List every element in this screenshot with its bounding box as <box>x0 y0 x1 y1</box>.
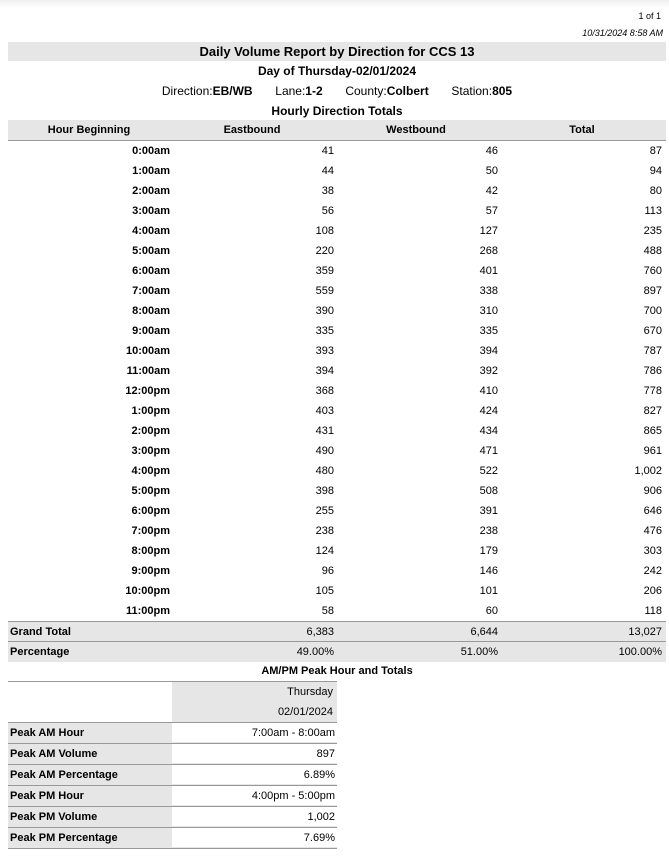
report-timestamp: 10/31/2024 8:58 AM <box>582 28 663 38</box>
total-cell: 670 <box>643 325 662 337</box>
total-cell: 488 <box>643 245 662 257</box>
hour-cell: 9:00pm <box>131 565 170 577</box>
eastbound-cell: 403 <box>315 405 334 417</box>
peak-row-label: Peak AM Hour <box>10 727 85 739</box>
eastbound-cell: 359 <box>315 265 334 277</box>
westbound-cell: 42 <box>485 185 498 197</box>
total-cell: 897 <box>643 285 662 297</box>
table-row <box>8 521 666 541</box>
hour-cell: 3:00am <box>132 205 170 217</box>
hour-cell: 7:00pm <box>131 525 170 537</box>
westbound-cell: 424 <box>479 405 498 417</box>
peak-row-value-text: 1,002 <box>307 811 335 823</box>
hour-cell: 5:00am <box>132 245 170 257</box>
table-row <box>8 381 666 401</box>
table-row <box>8 341 666 361</box>
eastbound-cell: 480 <box>315 465 334 477</box>
westbound-cell: 394 <box>479 345 498 357</box>
westbound-cell: 146 <box>479 565 498 577</box>
hourly-rows <box>8 141 666 621</box>
total-cell: 94 <box>649 165 662 177</box>
total-cell: 235 <box>643 225 662 237</box>
table-row <box>8 581 666 601</box>
table-row <box>8 221 666 241</box>
report-subtitle: Day of Thursday-02/01/2024 <box>257 64 417 78</box>
total-cell: 87 <box>649 145 662 157</box>
westbound-cell: 391 <box>479 505 498 517</box>
hour-cell: 1:00am <box>132 165 170 177</box>
peak-row <box>8 828 337 849</box>
eastbound-cell: 56 <box>321 205 334 217</box>
peak-row-value-text: 7:00am - 8:00am <box>251 727 335 739</box>
westbound-cell: 508 <box>479 485 498 497</box>
westbound-cell: 434 <box>479 425 498 437</box>
hour-cell: 11:00pm <box>125 605 170 617</box>
peak-row <box>8 807 337 828</box>
westbound-cell: 101 <box>479 585 498 597</box>
total-cell: 961 <box>643 445 662 457</box>
total-cell: 786 <box>643 365 662 377</box>
westbound-cell: 401 <box>479 265 498 277</box>
section-title: Hourly Direction Totals <box>271 104 403 118</box>
total-cell: 787 <box>643 345 662 357</box>
table-row <box>8 281 666 301</box>
westbound-cell: 238 <box>479 525 498 537</box>
peak-row-label: Peak AM Volume <box>10 748 98 760</box>
peak-row-value-text: 897 <box>316 748 335 760</box>
hour-cell: 8:00pm <box>131 545 170 557</box>
hour-cell: 2:00pm <box>131 425 170 437</box>
percentage-total: 100.00% <box>618 646 662 658</box>
table-row <box>8 201 666 221</box>
peak-row-value-text: 7.69% <box>303 832 335 844</box>
col-hour-beginning: Hour Beginning <box>47 124 131 136</box>
westbound-cell: 46 <box>485 145 498 157</box>
total-cell: 118 <box>644 605 662 617</box>
hour-cell: 10:00am <box>125 345 170 357</box>
peak-row-value <box>172 786 337 805</box>
eastbound-cell: 44 <box>321 165 334 177</box>
peak-day-header <box>8 682 337 702</box>
table-row <box>8 601 666 621</box>
total-cell: 476 <box>643 525 662 537</box>
hour-cell: 4:00pm <box>131 465 170 477</box>
eastbound-cell: 335 <box>315 325 334 337</box>
peak-row-label: Peak PM Volume <box>10 811 98 823</box>
table-row <box>8 141 666 161</box>
percentage-wb: 51.00% <box>460 646 498 658</box>
peak-row <box>8 765 337 786</box>
total-cell: 865 <box>643 425 662 437</box>
peak-row-value <box>172 828 337 847</box>
peak-table <box>8 681 337 849</box>
total-cell: 1,002 <box>634 465 662 477</box>
total-cell: 778 <box>643 385 662 397</box>
direction-value: EB/WB <box>212 84 253 98</box>
table-header <box>8 120 666 141</box>
eastbound-cell: 390 <box>315 305 334 317</box>
westbound-cell: 60 <box>485 605 498 617</box>
peak-row-label: Peak PM Percentage <box>10 832 118 844</box>
eastbound-cell: 41 <box>321 145 334 157</box>
hour-cell: 4:00am <box>132 225 170 237</box>
hour-cell: 7:00am <box>132 285 170 297</box>
total-cell: 646 <box>643 505 662 517</box>
grand-total-row <box>8 621 666 642</box>
grand-total-total: 13,027 <box>628 626 662 638</box>
westbound-cell: 268 <box>479 245 498 257</box>
table-row <box>8 541 666 561</box>
table-row <box>8 461 666 481</box>
peak-row-label: Peak AM Percentage <box>10 769 118 781</box>
hour-cell: 12:00pm <box>125 385 170 397</box>
hour-cell: 9:00am <box>132 325 170 337</box>
westbound-cell: 338 <box>479 285 498 297</box>
table-row <box>8 321 666 341</box>
eastbound-cell: 490 <box>315 445 334 457</box>
report-title: Daily Volume Report by Direction for CCS 13 <box>8 42 666 61</box>
total-cell: 700 <box>643 305 662 317</box>
lane-value: 1-2 <box>305 84 323 98</box>
hour-cell: 2:00am <box>132 185 170 197</box>
county-label: County: <box>345 84 387 98</box>
peak-row-value <box>172 723 337 742</box>
col-eastbound: Eastbound <box>223 124 281 136</box>
peak-date: 02/01/2024 <box>277 706 333 718</box>
eastbound-cell: 105 <box>315 585 334 597</box>
grand-total-wb: 6,644 <box>470 626 498 638</box>
report-info-line <box>8 82 666 101</box>
table-row <box>8 161 666 181</box>
total-cell: 113 <box>644 205 662 217</box>
eastbound-cell: 368 <box>315 385 334 397</box>
direction-label: Direction: <box>161 84 213 98</box>
table-row <box>8 441 666 461</box>
table-row <box>8 561 666 581</box>
peak-row <box>8 723 337 744</box>
hour-cell: 10:00pm <box>125 585 170 597</box>
percentage-row <box>8 641 666 662</box>
westbound-cell: 50 <box>485 165 498 177</box>
eastbound-cell: 255 <box>315 505 334 517</box>
grand-total-label: Grand Total <box>10 626 71 638</box>
eastbound-cell: 238 <box>315 525 334 537</box>
hour-cell: 8:00am <box>132 305 170 317</box>
peak-row <box>8 744 337 765</box>
table-row <box>8 181 666 201</box>
peak-row-value <box>172 807 337 826</box>
table-row <box>8 261 666 281</box>
total-cell: 80 <box>649 185 662 197</box>
total-cell: 760 <box>643 265 662 277</box>
total-cell: 242 <box>643 565 662 577</box>
table-row <box>8 301 666 321</box>
peak-date-header <box>8 702 337 723</box>
eastbound-cell: 431 <box>315 425 334 437</box>
table-row <box>8 241 666 261</box>
eastbound-cell: 108 <box>315 225 334 237</box>
eastbound-cell: 220 <box>315 245 334 257</box>
westbound-cell: 522 <box>479 465 498 477</box>
page-number: 1 of 1 <box>638 11 661 21</box>
total-cell: 827 <box>643 405 662 417</box>
eastbound-cell: 559 <box>315 285 334 297</box>
hour-cell: 1:00pm <box>131 405 170 417</box>
eastbound-cell: 58 <box>321 605 334 617</box>
table-row <box>8 401 666 421</box>
hour-cell: 6:00pm <box>131 505 170 517</box>
grand-total-eb: 6,383 <box>306 626 334 638</box>
peak-row-value <box>172 765 337 784</box>
peak-row-value-text: 6.89% <box>303 769 335 781</box>
table-row <box>8 501 666 521</box>
peak-row <box>8 786 337 807</box>
westbound-cell: 335 <box>479 325 498 337</box>
eastbound-cell: 393 <box>315 345 334 357</box>
hour-cell: 3:00pm <box>131 445 170 457</box>
eastbound-cell: 38 <box>321 185 334 197</box>
westbound-cell: 310 <box>479 305 498 317</box>
station-value: 805 <box>492 84 513 98</box>
hour-cell: 5:00pm <box>131 485 170 497</box>
peak-row-value <box>172 744 337 763</box>
col-total: Total <box>569 124 595 136</box>
table-row <box>8 421 666 441</box>
total-cell: 906 <box>643 485 662 497</box>
station-label: Station: <box>451 84 493 98</box>
total-cell: 206 <box>643 585 662 597</box>
eastbound-cell: 124 <box>315 545 334 557</box>
peak-section-title: AM/PM Peak Hour and Totals <box>261 665 413 677</box>
peak-row-value-text: 4:00pm - 5:00pm <box>251 790 335 802</box>
hour-cell: 11:00am <box>126 365 170 377</box>
westbound-cell: 57 <box>485 205 498 217</box>
top-gradient-bar <box>0 0 669 8</box>
table-row <box>8 481 666 501</box>
hour-cell: 6:00am <box>132 265 170 277</box>
hour-cell: 0:00am <box>132 145 170 157</box>
peak-row-label: Peak PM Hour <box>10 790 84 802</box>
table-row <box>8 361 666 381</box>
eastbound-cell: 394 <box>315 365 334 377</box>
eastbound-cell: 398 <box>315 485 334 497</box>
percentage-label: Percentage <box>10 646 70 658</box>
total-cell: 303 <box>643 545 662 557</box>
westbound-cell: 410 <box>479 385 498 397</box>
westbound-cell: 127 <box>479 225 498 237</box>
percentage-eb: 49.00% <box>296 646 334 658</box>
westbound-cell: 471 <box>479 445 498 457</box>
westbound-cell: 392 <box>479 365 498 377</box>
eastbound-cell: 96 <box>321 565 334 577</box>
lane-label: Lane: <box>275 84 306 98</box>
westbound-cell: 179 <box>479 545 498 557</box>
county-value: Colbert <box>386 84 429 98</box>
col-westbound: Westbound <box>386 124 446 136</box>
peak-day: Thursday <box>287 686 333 698</box>
